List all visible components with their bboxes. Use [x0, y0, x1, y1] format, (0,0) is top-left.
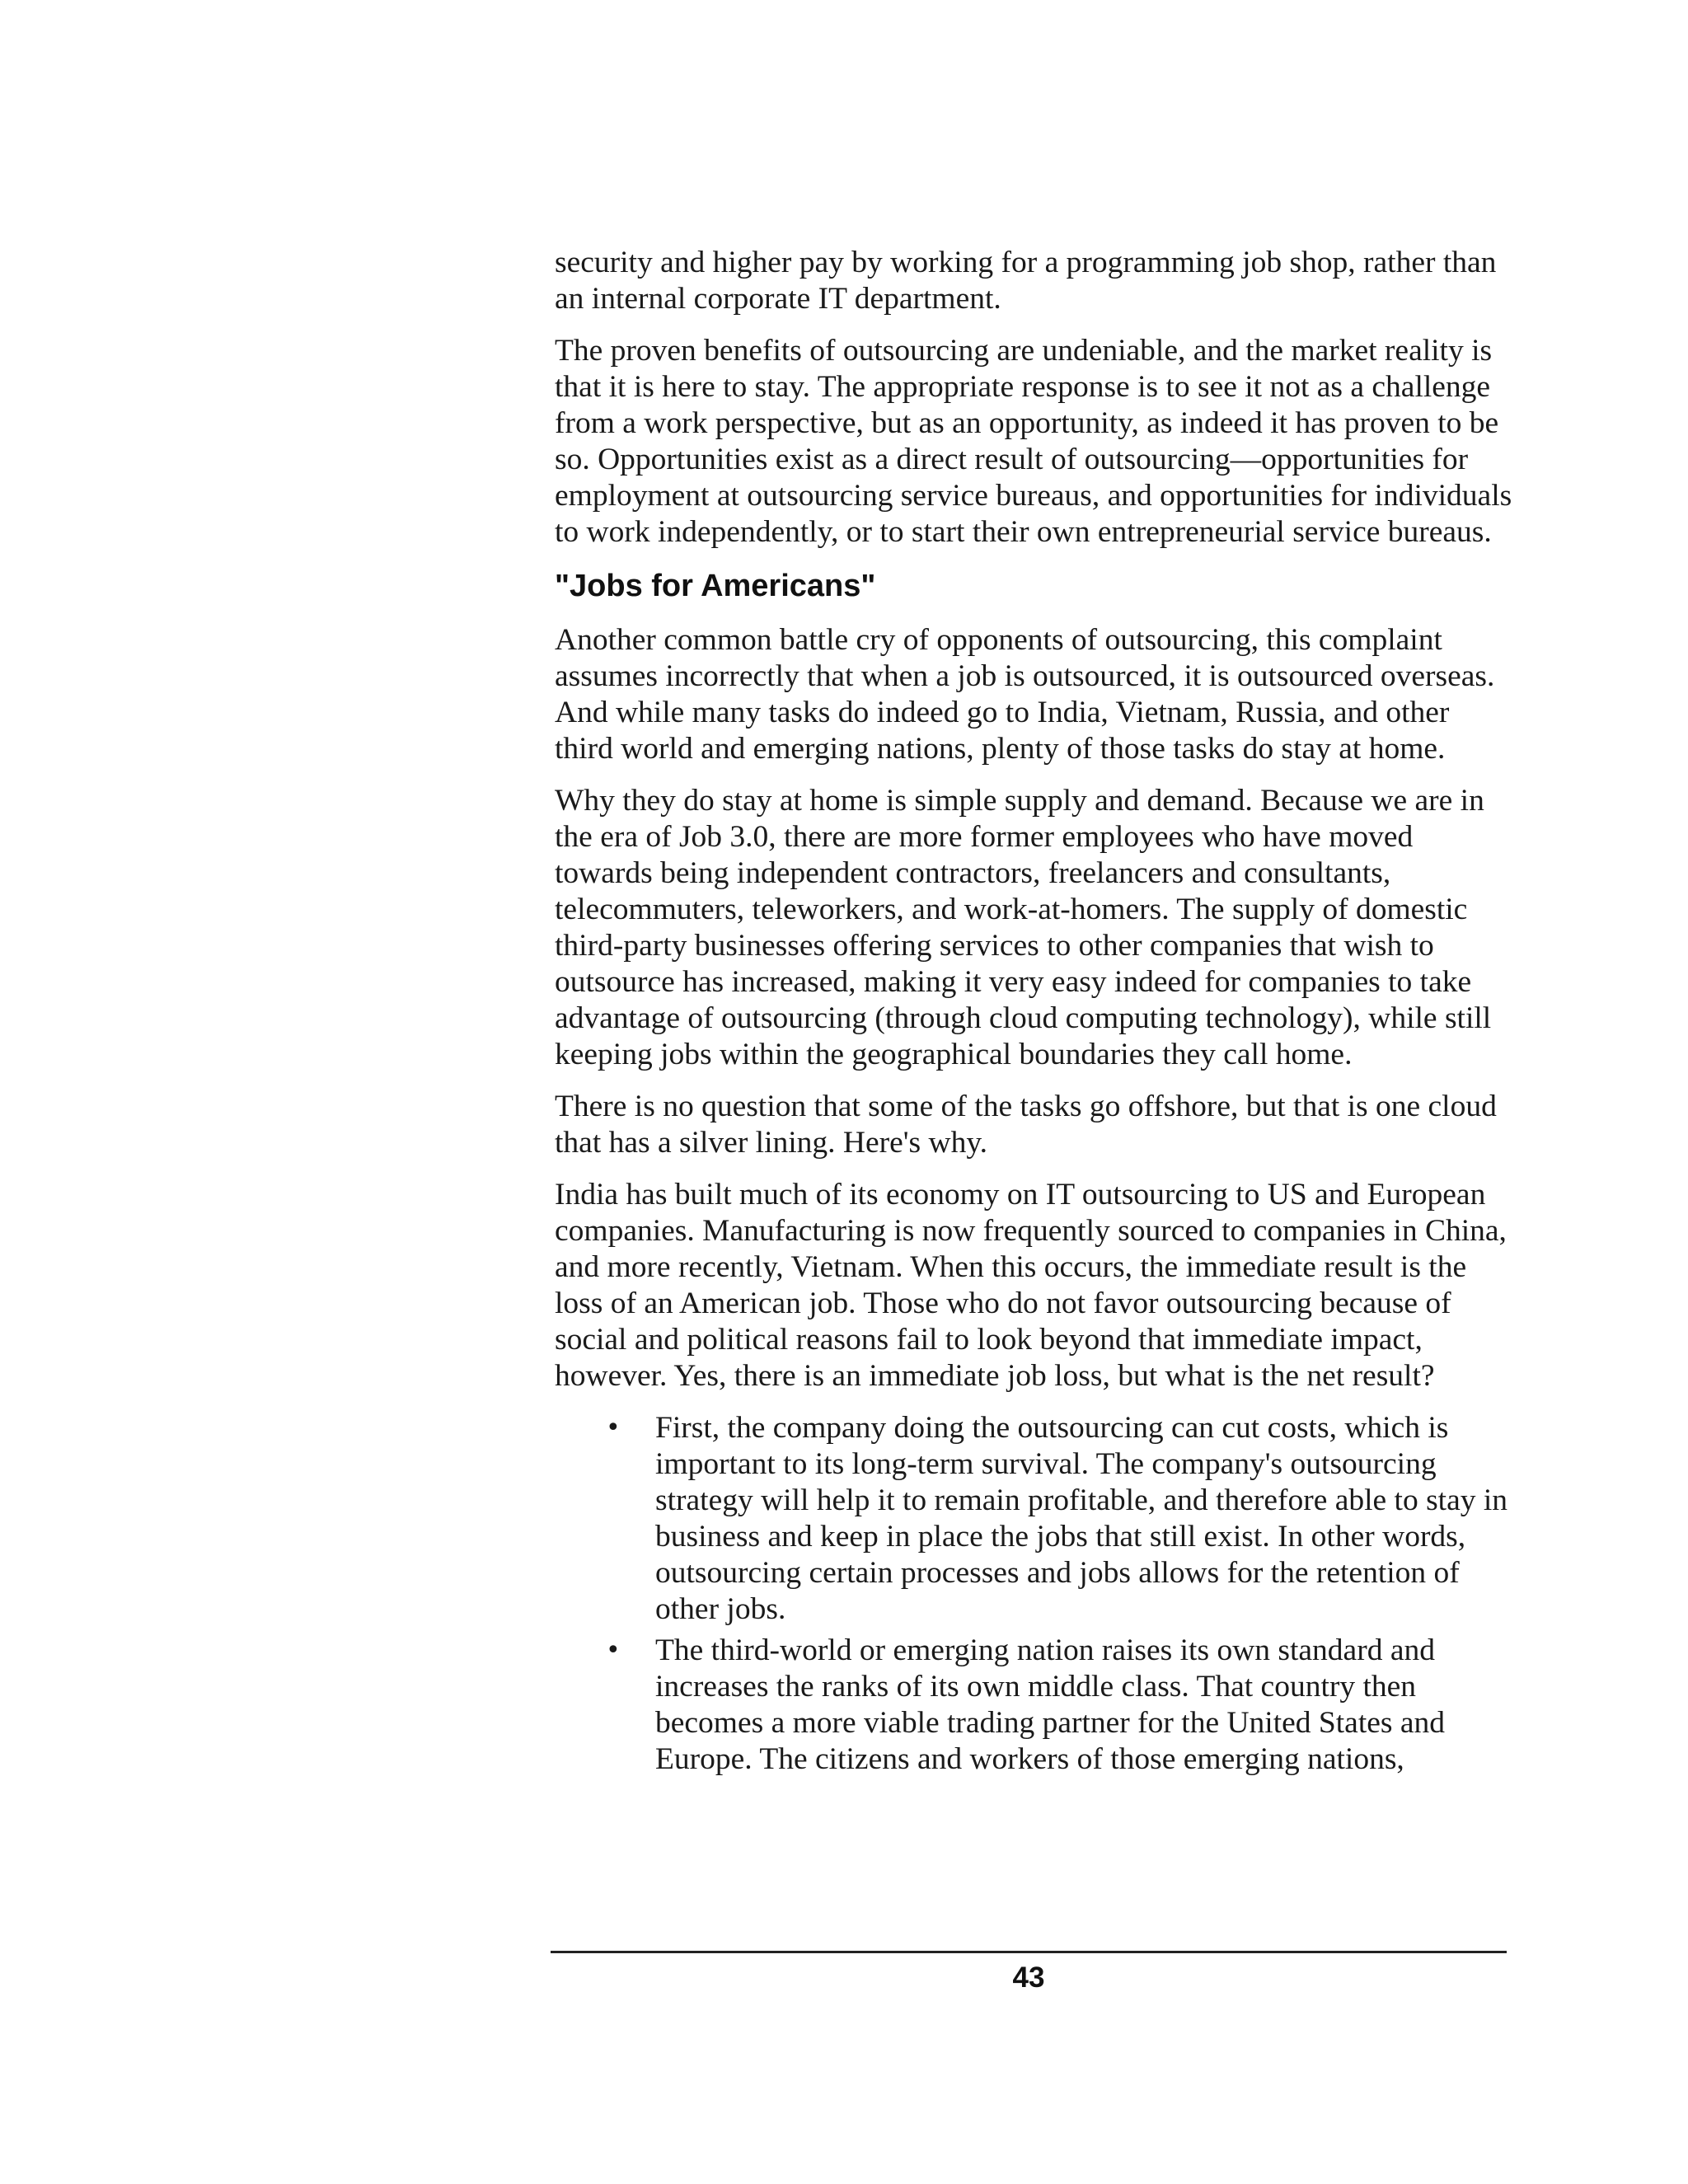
paragraph-silver-lining: There is no question that some of the tasks go offshore, but that is one cloud that has a silver lining. Here's why.	[555, 1090, 1497, 1160]
paragraph-benefits: The proven benefits of outsourcing are undeniable, and the market reality is that it is here to stay. The appropriate response is to see it not as a challenge from a work perspective, but as an opportunity, as indeed it has proven to be so. Opportunities exist as a direct result of outsourcing—opportunities for employment at outsourcing service bureaus, and opportunities for individuals to work independently, or to start their own entrepreneurial service bureaus.	[555, 334, 1512, 549]
paragraph-supply-demand: Why they do stay at home is simple supply and demand. Because we are in the era of Job 3.0, there are more former employees who have moved towards being independent contractors, freelancers and consultants, telecommuters, teleworkers, and work-at-homers. The supply of domestic third-party businesses offering services to other companies that wish to outsource has increased, making it very easy indeed for companies to take advantage of outsourcing (through cloud computing technology), while still keeping jobs within the geographical boundaries they call home.	[555, 784, 1492, 1071]
paragraph-battle-cry: Another common battle cry of opponents of outsourcing, this complaint assumes incorrectly that when a job is outsourced, it is outsourced overseas. And while many tasks do indeed go to India, Vietnam, Russia, and other third world and emerging nations, plenty of those tasks do stay at home.	[555, 623, 1495, 766]
list-item-text: First, the company doing the outsourcing can cut costs, which is important to its long-term survival. The company's outsourcing strategy will help it to remain profitable, and therefore able to stay in business and keep in place the jobs that still exist. In other words, outsourcing certain processes and jobs allows for the retention of other jobs.	[655, 1411, 1508, 1626]
list-item	[555, 1410, 1514, 1628]
page-body	[555, 245, 1514, 1783]
list-item	[555, 1633, 1514, 1778]
bullet-icon: •	[606, 1413, 621, 1442]
footer-divider	[551, 1951, 1507, 1953]
list-item-text: The third-world or emerging nation raises its own standard and increases the ranks of its own middle class. That country then becomes a more viable trading partner for the United States and Europe. The citizens and workers of those emerging nations,	[655, 1633, 1445, 1776]
paragraph-india: India has built much of its economy on IT outsourcing to US and European companies. Manufacturing is now frequently sourced to companies in China, and more recently, Vietnam. When this occurs, the immediate result is the loss of an American job. Those who do not favor outsourcing because of social and political reasons fail to look beyond that immediate impact, however. Yes, there is an immediate job loss, but what is the net result?	[555, 1178, 1507, 1393]
paragraph-continuation: security and higher pay by working for a programming job shop, rather than an internal corporate IT department.	[555, 246, 1497, 316]
bullet-icon: •	[606, 1636, 621, 1665]
section-heading: "Jobs for Americans"	[555, 569, 876, 603]
bullet-list	[555, 1410, 1514, 1778]
page-number: 43	[1012, 1961, 1045, 1994]
